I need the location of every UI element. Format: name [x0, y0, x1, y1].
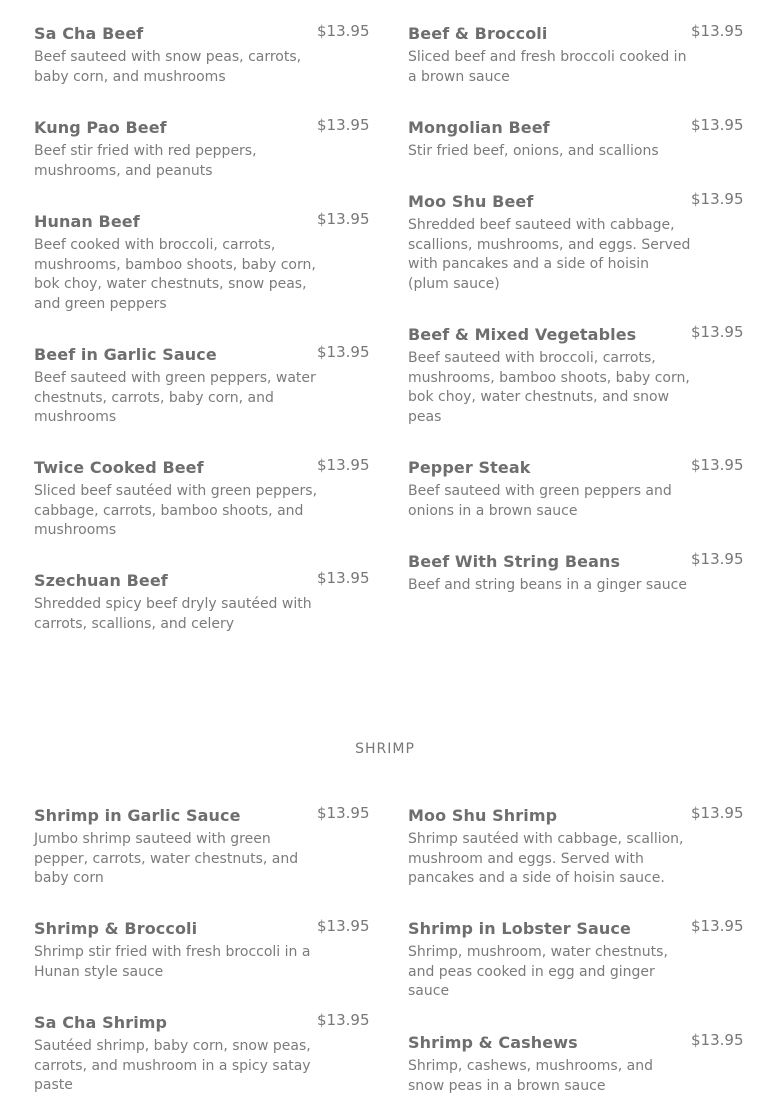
item-description: Beef sauteed with snow peas, carrots, baby corn, and mushrooms	[34, 49, 302, 85]
item-price: $13.95	[691, 804, 744, 822]
item-name: Shrimp in Garlic Sauce	[34, 806, 241, 825]
item-description: Sautéed shrimp, baby corn, snow peas, carrots, and mushroom in a spicy satay paste	[34, 1038, 311, 1093]
item-description: Beef and string beans in a ginger sauce	[408, 577, 687, 593]
item-price: $13.95	[317, 456, 370, 474]
item-description: Shredded beef sauteed with cabbage, scallions, mushrooms, and eggs. Served with pancakes and a side of hoisin (plum sauce)	[408, 217, 691, 292]
item-description: Beef stir fried with red peppers, mushrooms, and peanuts	[34, 143, 257, 179]
item-name: Sa Cha Beef	[34, 24, 144, 43]
item-price: $13.95	[317, 569, 370, 587]
item-price: $13.95	[317, 804, 370, 822]
item-name: Twice Cooked Beef	[34, 458, 204, 477]
item-description: Beef sauteed with green peppers and onions in a brown sauce	[408, 483, 672, 519]
item-description: Shredded spicy beef dryly sautéed with carrots, scallions, and celery	[34, 596, 312, 632]
item-name: Shrimp & Broccoli	[34, 919, 198, 938]
item-price: $13.95	[317, 210, 370, 228]
item-description: Beef sauteed with green peppers, water chestnuts, carrots, baby corn, and mushrooms	[34, 370, 316, 425]
item-price: $13.95	[691, 323, 744, 341]
item-price: $13.95	[691, 456, 744, 474]
item-name: Hunan Beef	[34, 212, 140, 231]
item-description: Shrimp, mushroom, water chestnuts, and peas cooked in egg and ginger sauce	[408, 944, 668, 999]
item-price: $13.95	[691, 116, 744, 134]
item-name: Beef & Broccoli	[408, 24, 548, 43]
item-description: Beef sauteed with broccoli, carrots, mushrooms, bamboo shoots, baby corn, bok choy, water chestnuts, and snow peas	[408, 350, 690, 425]
item-price: $13.95	[691, 22, 744, 40]
item-description: Sliced beef and fresh broccoli cooked in a brown sauce	[408, 49, 687, 85]
item-name: Beef in Garlic Sauce	[34, 345, 217, 364]
item-description: Stir fried beef, onions, and scallions	[408, 143, 659, 159]
item-price: $13.95	[317, 343, 370, 361]
item-name: Shrimp & Cashews	[408, 1033, 578, 1052]
item-name: Sa Cha Shrimp	[34, 1013, 168, 1032]
item-price: $13.95	[317, 116, 370, 134]
item-description: Shrimp stir fried with fresh broccoli in a Hunan style sauce	[34, 944, 311, 980]
item-description: Jumbo shrimp sauteed with green pepper, carrots, water chestnuts, and baby corn	[34, 831, 299, 886]
item-price: $13.95	[691, 917, 744, 935]
item-price: $13.95	[691, 190, 744, 208]
item-price: $13.95	[691, 550, 744, 568]
item-price: $13.95	[317, 22, 370, 40]
item-description: Beef cooked with broccoli, carrots, mushrooms, bamboo shoots, baby corn, bok choy, water chestnuts, snow peas, and green peppers	[34, 237, 316, 312]
item-description: Sliced beef sautéed with green peppers, cabbage, carrots, bamboo shoots, and mushrooms	[34, 483, 318, 538]
item-price: $13.95	[317, 917, 370, 935]
item-name: Moo Shu Shrimp	[408, 806, 558, 825]
item-name: Moo Shu Beef	[408, 192, 534, 211]
item-description: Shrimp sautéed with cabbage, scallion, mushroom and eggs. Served with pancakes and a side of hoisin sauce.	[408, 831, 684, 886]
item-name: Pepper Steak	[408, 458, 531, 477]
item-name: Beef With String Beans	[408, 552, 621, 571]
item-price: $13.95	[317, 1011, 370, 1029]
item-name: Mongolian Beef	[408, 118, 550, 137]
item-name: Szechuan Beef	[34, 571, 168, 590]
item-price: $13.95	[691, 1031, 744, 1049]
item-name: Kung Pao Beef	[34, 118, 167, 137]
section-title-shrimp: SHRIMP	[355, 741, 415, 757]
item-name: Beef & Mixed Vegetables	[408, 325, 637, 344]
item-description: Shrimp, cashews, mushrooms, and snow peas in a brown sauce	[408, 1058, 653, 1094]
item-name: Shrimp in Lobster Sauce	[408, 919, 631, 938]
